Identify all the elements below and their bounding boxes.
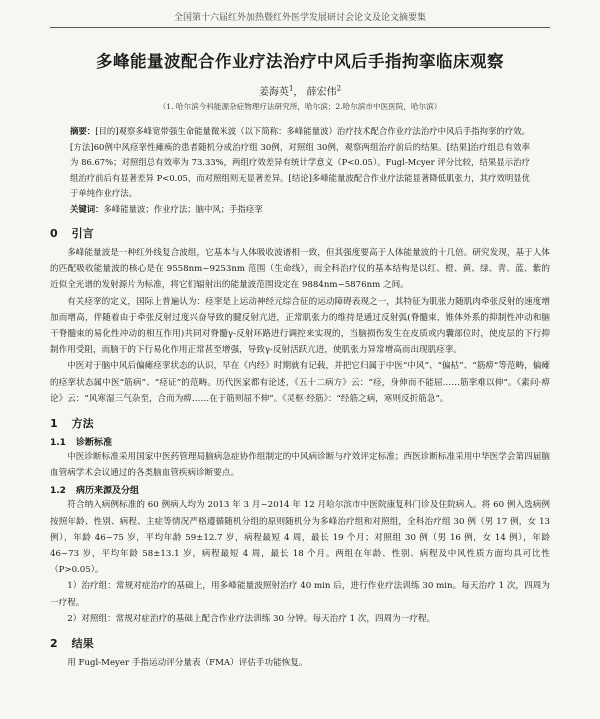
subsection-number: 1.1 [50,438,66,448]
author-sup: 1 [288,84,294,93]
section-number: 2 [50,637,58,651]
author-sup: 2 [336,84,342,93]
paragraph: 有关痉挛的定义，国际上普遍认为：痉挛是上运动神经元综合征的运动障碍表现之一，其特征为肌张力随肌肉牵张反射的速度增加而增高，伴随着由于牵张反射过度兴奋导致的腱反射亢进，正常肌张力的维持是通过反射弧(脊髓束，锥体外系的抑制性冲动和脑干脊髓束的易化性冲动的相互作用)共同对脊髓γ-反射环路进行调控来实现的，当脑损伤发生在皮质或内囊部位时，使皮层的下行抑制作用受阻，而脑干的下行易化作用正常甚至增强，导致γ-反射活跃亢进，使肌张力异常增高而出现肌痉挛。 [50,296,550,356]
paper-title: 多峰能量波配合作业疗法治疗中风后手指拘挛临床观察 [96,52,504,71]
subsection-heading-diagnosis [50,435,550,448]
abstract [70,124,530,202]
section-heading-results [50,635,550,651]
paragraph: 用 Fugl-Meyer 手指运动评分量表（FMA）评估手功能恢复。 [67,658,308,669]
paragraph: 2）对照组：常规对症治疗的基础上配合作业疗法训练 30 分钟。每天治疗 1 次，四周为一疗程。 [67,613,436,624]
paragraph: 中医对于脑中风后偏瘫痉挛状态的认识，早在《内经》时期就有记载，并把它归属于中医“中风”、“偏枯”、“筋痹”等范畴，偏瘫的痉挛状态属中医“筋病”、“痉证”的范畴。历代医家都有论述，《五十二病方》云：“痉，身伸而不能屈……筋挛难以伸”。《素问·痹论》云：“风寒湿三气杂至，合而为痹……在于筋则屈不伸”。《灵枢·经筋》：“经筋之病，寒则反折筋急”。 [50,361,550,404]
section-title: 引言 [71,226,94,240]
abstract-text: [目的]观察多峰宽带强生命能量微米波（以下简称：多峰能量波）治疗技术配合作业疗法治疗中风后手指拘挛的疗效。[方法]60例中风痉挛性瘫痪的患者随机分成治疗组 30例，对照组 30例，观察两组治疗前后的结果。[结果]治疗组总有效率为 86.67%；对照组总有效率为 73.33%，两组疗效差异有统计学意义（P<0.05）。Fugl-Mcyer 评分比较，结果显示治疗组治疗前后有显著差异 P<0.05，而对照组则无显著差异。[结论]多峰能量波配合作业疗法能显著降低肌张力，其疗效明显优于单纯作业疗法。 [70,126,531,199]
paragraph: 多峰能量波是一种红外线复合波组，它基本与人体吸收波谱相一致，但其强度要高于人体能量波的十几倍。研究发现，基于人体的匹配吸收能量波的核心是在 9558nm~9253nm 范围（生命线），而全科治疗仪的基本结构是以红、橙、黄、绿、青、蓝、紫的近似全光谱的发射源片为标准，将它们辐射出的能量波范围设定在 9884nm~5876nm 之间。 [50,247,550,291]
section-number: 1 [50,417,58,430]
section-number: 0 [50,226,58,240]
author-line: 姜海英$^1$， 薛宏伟$^2$ [258,84,342,98]
paragraph: 1）治疗组：常规对症治疗的基础上，用多峰能量波照射治疗 40 min 后，进行作业疗法训练 30 min。每天治疗 1 次，四周为一疗程。 [50,581,550,608]
section-title: 结果 [71,637,94,651]
section-title: 方法 [71,417,94,430]
affiliation: （1. 哈尔滨今科能源杂症物理疗法研究所，哈尔滨；2.哈尔滨市中医医院，哈尔滨） [158,102,442,111]
running-head: 全国第十六届红外加热暨红外医学发展研讨会论文及论文摘要集 [50,10,550,28]
subsection-title: 诊断标准 [75,438,112,448]
keywords-text: 多峰能量波；作业疗法；脑中风；手指痉挛 [103,203,263,214]
subsection-title: 病历来源及分组 [75,486,139,497]
section-heading-intro [50,225,550,241]
author-name: 薛宏伟 [306,87,337,98]
paragraph: 中医诊断标准采用国家中医药管理局脑病急症协作组制定的中风病诊断与疗效评定标准；西医诊断标准采用中华医学会第四届脑血管病学术会议通过的各类脑血管疾病诊断要点。 [50,452,550,479]
section-heading-methods [50,415,550,431]
keywords-label: 关键词： [70,203,104,214]
paper-page [0,10,600,719]
abstract-label: 摘要： [70,126,96,136]
keywords [70,202,530,217]
subsection-number: 1.2 [50,486,66,497]
author-name: 姜海英 [258,87,289,98]
subsection-heading-grouping [50,483,550,496]
paragraph: 符合纳入病例标准的 60 例病人均为 2013 年 3 月~2014 年 12 月哈尔滨市中医院康复科门诊及住院病人。将 60 例入选病例按照年龄、性别、病程、主症等情况严格遵循随机分组的原则随机分为多峰治疗组和对照组，全科治疗组 30 例（男 17 例，女 13 例），年龄 46~75 岁，平均年龄 59±12.7 岁，病程最短 4 周，最长 19 个月；对照组 30 例（男 16 例，女 14 例），年龄 46~73 岁，平均年龄 58±13.1 岁，病程最短 4 周，最长 18 个月。两组在年龄、性别、病程及中风性质方面均具可比性（P>0.05）。 [50,500,550,576]
